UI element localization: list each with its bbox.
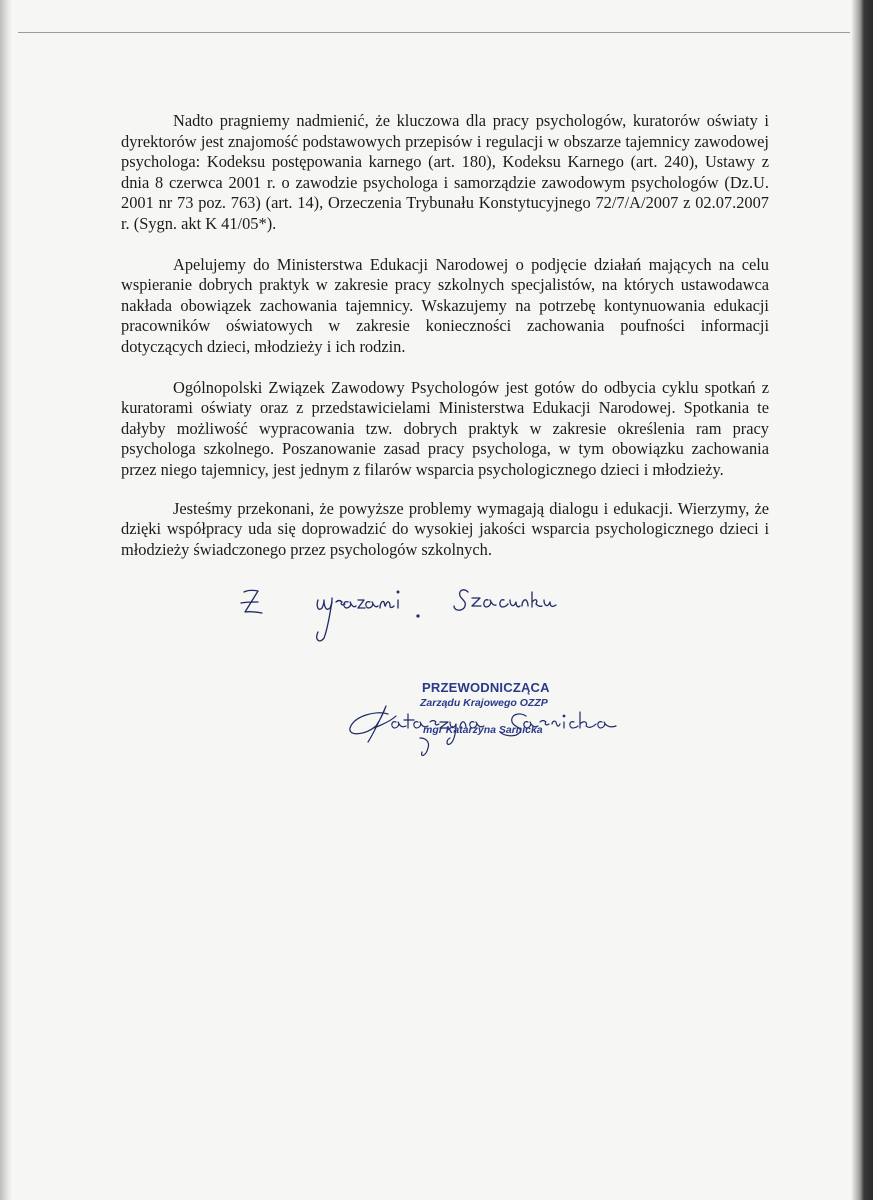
stamp-title: PRZEWODNICZĄCA bbox=[422, 680, 550, 695]
letter-body bbox=[121, 111, 769, 580]
scan-right-edge bbox=[851, 0, 873, 1200]
stamp-organization: Zarządu Krajowego OZZP bbox=[420, 697, 548, 709]
handwritten-closing-image bbox=[232, 578, 612, 658]
scan-left-edge bbox=[0, 0, 12, 1200]
header-divider bbox=[18, 32, 850, 33]
paragraph-dialogue-education: Jesteśmy przekonani, że powyższe problemy wymagają dialogu i edukacji. Wierzymy, że dzięki współpracy uda się doprowadzić do wysokiej jakości wsparcia psychologicznego dzieci i młodzieży świadczonego przez psychologów szkolnych. bbox=[121, 498, 769, 559]
paragraph-union-meetings: Ogólnopolski Związek Zawodowy Psychologów jest gotów do odbycia cyklu spotkań z kuratorami oświaty oraz z przedstawicielami Ministerstwa Edukacji Narodowej. Spotkania te dałyby możliwość wypracowania tzw. dobrych praktyk w zakresie określenia ram pracy psychologa szkolnego. Poszanowanie zasad pracy psychologa, w tym obowiązku zachowania przez niego tajemnicy, jest jednym z filarów wsparcia psychologicznego dzieci i młodzieży. bbox=[121, 377, 769, 479]
paragraph-legal-knowledge: Nadto pragniemy nadmienić, że kluczowa dla pracy psychologów, kuratorów oświaty i dyrektorów jest znajomość podstawowych przepisów i regulacji w obszarze tajemnicy zawodowej psychologa: Kodeksu postępowania karnego (art. 180), Kodeksu Karnego (art. 240), Ustawy z dnia 8 czerwca 2001 r. o zawodzie psychologa i samorządzie zawodowym psychologów (Dz.U. 2001 nr 73 poz. 763) (art. 14), Orzeczenia Trybunału Konstytucyjnego 72/7/A/2007 z 02.07.2007 r. (Sygn. akt K 41/05*). bbox=[121, 111, 769, 233]
paragraph-appeal-ministry: Apelujemy do Ministerstwa Edukacji Narodowej o podjęcie działań mających na celu wspieranie dobrych praktyk w zakresie pracy szkolnych specjalistów, na których ustawodawca nakłada obowiązek zachowania tajemnicy. Wskazujemy na potrzebę kontynuowania edukacji pracowników oświatowych w zakresie konieczności zachowania poufności informacji dotyczących dzieci, młodzieży i ich rodzin. bbox=[121, 254, 769, 356]
handwritten-closing bbox=[232, 578, 612, 658]
stamp-name: mgr Katarzyna Sarnicka bbox=[423, 724, 543, 736]
official-stamp bbox=[340, 676, 630, 766]
